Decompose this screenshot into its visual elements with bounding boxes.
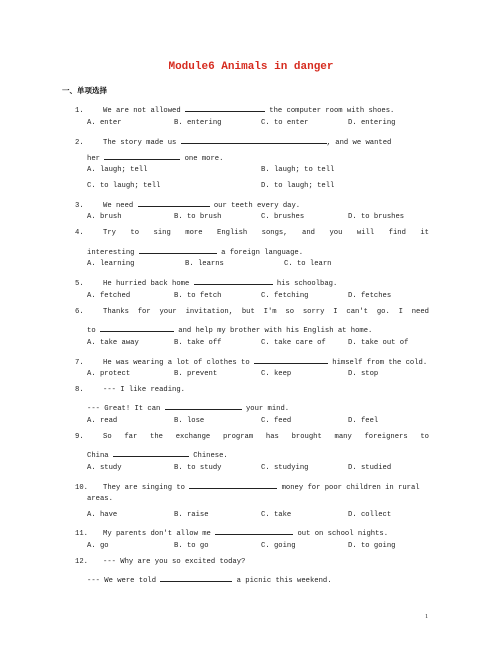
question-stem-continued: China Chinese. bbox=[87, 449, 228, 460]
option-a: A. study bbox=[87, 464, 122, 472]
answer-blank bbox=[113, 449, 189, 457]
question-stem: 1. We are not allowed the computer room with shoes. bbox=[75, 104, 429, 115]
question-stem-continued: --- We were told a picnic this weekend. bbox=[87, 574, 332, 585]
option-a: A. enter bbox=[87, 119, 122, 127]
option-d: D. entering bbox=[348, 119, 396, 127]
question-stem: 4. Try to sing more English songs, and you will find it bbox=[75, 229, 429, 237]
option-b: B. lose bbox=[174, 417, 205, 425]
answer-blank bbox=[139, 246, 217, 254]
question-stem: 9. So far the exchange program has brought many foreigners to bbox=[75, 433, 429, 441]
answer-blank bbox=[185, 104, 265, 112]
question-stem: 11. My parents don't allow me out on school nights. bbox=[75, 527, 429, 538]
question-stem: 8. --- I like reading. bbox=[75, 386, 185, 394]
option-a: A. protect bbox=[87, 370, 131, 378]
option-d: D. feel bbox=[348, 417, 379, 425]
option-a: A. have bbox=[87, 511, 118, 519]
option-b: B. laugh; to tell bbox=[261, 166, 335, 174]
answer-blank bbox=[254, 356, 328, 364]
option-c: C. studying bbox=[261, 464, 309, 472]
answer-blank bbox=[181, 136, 327, 144]
option-d: D. collect bbox=[348, 511, 392, 519]
option-a: A. read bbox=[87, 417, 118, 425]
option-c: C. brushes bbox=[261, 213, 305, 221]
option-b: B. learns bbox=[185, 260, 224, 268]
question-stem: 12. --- Why are you so excited today? bbox=[75, 558, 246, 566]
option-d: D. to brushes bbox=[348, 213, 405, 221]
document-title: Module6 Animals in danger bbox=[168, 61, 334, 73]
question-stem-continued: areas. bbox=[87, 495, 113, 503]
option-c: C. keep bbox=[261, 370, 292, 378]
section-heading: 一、单项选择 bbox=[62, 86, 107, 95]
answer-blank bbox=[165, 402, 242, 410]
answer-blank bbox=[160, 574, 232, 582]
answer-blank bbox=[138, 199, 210, 207]
question-stem: 2. The story made us , and we wanted bbox=[75, 136, 429, 147]
option-b: B. to fetch bbox=[174, 292, 222, 300]
option-b: B. prevent bbox=[174, 370, 218, 378]
option-d: D. take out of bbox=[348, 339, 409, 347]
question-stem: 10. They are singing to money for poor children in rural bbox=[75, 481, 429, 492]
option-c: C. to enter bbox=[261, 119, 309, 127]
option-a: A. fetched bbox=[87, 292, 131, 300]
option-c: C. take bbox=[261, 511, 292, 519]
option-c: C. to laugh; tell bbox=[87, 182, 161, 190]
option-b: B. to go bbox=[174, 542, 209, 550]
answer-blank bbox=[215, 527, 293, 535]
option-a: A. learning bbox=[87, 260, 135, 268]
option-b: B. raise bbox=[174, 511, 209, 519]
option-c: C. take care of bbox=[261, 339, 326, 347]
option-b: B. to study bbox=[174, 464, 222, 472]
option-d: D. fetches bbox=[348, 292, 392, 300]
option-d: D. to laugh; tell bbox=[261, 182, 335, 190]
option-c: C. going bbox=[261, 542, 296, 550]
option-d: D. to going bbox=[348, 542, 396, 550]
answer-blank bbox=[194, 277, 273, 285]
option-c: C. feed bbox=[261, 417, 292, 425]
option-a: A. go bbox=[87, 542, 109, 550]
option-b: B. to brush bbox=[174, 213, 222, 221]
option-a: A. laugh; tell bbox=[87, 166, 148, 174]
option-c: C. fetching bbox=[261, 292, 309, 300]
question-stem: 5. He hurried back home his schoolbag. bbox=[75, 277, 429, 288]
option-d: D. studied bbox=[348, 464, 392, 472]
option-c: C. to learn bbox=[284, 260, 332, 268]
option-a: A. take away bbox=[87, 339, 139, 347]
question-stem: 7. He was wearing a lot of clothes to himself from the cold. bbox=[75, 356, 429, 367]
question-stem: 3. We need our teeth every day. bbox=[75, 199, 429, 210]
option-b: B. take off bbox=[174, 339, 222, 347]
question-stem-continued: her one more. bbox=[87, 152, 223, 163]
question-stem-continued: interesting a foreign language. bbox=[87, 246, 303, 257]
question-stem-continued: to and help my brother with his English at home. bbox=[87, 324, 372, 335]
answer-blank bbox=[189, 481, 277, 489]
question-stem-continued: --- Great! It can your mind. bbox=[87, 402, 289, 413]
option-b: B. entering bbox=[174, 119, 222, 127]
page-number: 1 bbox=[425, 613, 429, 620]
option-d: D. stop bbox=[348, 370, 379, 378]
question-stem: 6. Thanks for your invitation, but I'm so sorry I can't go. I need bbox=[75, 308, 429, 316]
answer-blank bbox=[104, 152, 180, 160]
option-a: A. brush bbox=[87, 213, 122, 221]
answer-blank bbox=[100, 324, 174, 332]
